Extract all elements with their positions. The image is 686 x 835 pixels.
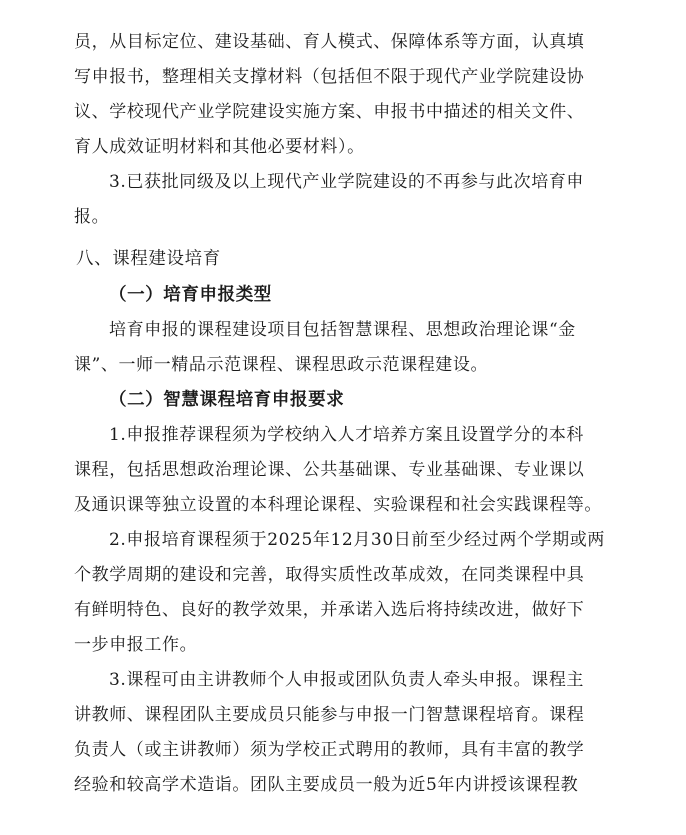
paragraph-line: 培育申报的课程建设项目包括智慧课程、思想政治理论课“金 [109, 320, 576, 340]
paragraph-line: 2.申报培育课程须于2025年12月30日前至少经过两个学期或两 [109, 530, 605, 550]
paragraph-line: 一步申报工作。 [74, 635, 198, 655]
paragraph-line: 课”、一师一精品示范课程、课程思政示范课程建设。 [74, 355, 489, 375]
paragraph-line: 1.申报推荐课程须为学校纳入人才培养方案且设置学分的本科 [109, 425, 585, 445]
paragraph-line: 3.课程可由主讲教师个人申报或团队负责人牵头申报。课程主 [109, 670, 585, 690]
paragraph-line: 员，从目标定位、建设基础、育人模式、保障体系等方面，认真填 [74, 32, 585, 52]
paragraph-line: 有鲜明特色、良好的教学效果，并承诺入选后将持续改进，做好下 [74, 600, 585, 620]
subsection-heading: （一）培育申报类型 [109, 285, 272, 305]
paragraph-line: 议、学校现代产业学院建设实施方案、申报书中描述的相关文件、 [74, 102, 585, 122]
paragraph-line: 报。 [74, 207, 110, 227]
section-heading: 八、课程建设培育 [76, 249, 221, 269]
paragraph-line: 个教学周期的建设和完善，取得实质性改革成效，在同类课程中具 [74, 565, 585, 585]
paragraph-line: 课程，包括思想政治理论课、公共基础课、专业基础课、专业课以 [74, 460, 585, 480]
paragraph-line: 育人成效证明材料和其他必要材料）。 [74, 137, 365, 157]
paragraph-line: 负责人（或主讲教师）须为学校正式聘用的教师，具有丰富的教学 [74, 740, 585, 760]
paragraph-line: 及通识课等独立设置的本科理论课程、实验课程和社会实践课程等。 [74, 495, 602, 515]
paragraph-line: 写申报书，整理相关支撑材料（包括但不限于现代产业学院建设协 [74, 67, 585, 87]
paragraph-line: 经验和较高学术造诣。团队主要成员一般为近5年内讲授该课程教 [74, 775, 579, 795]
paragraph-line: 3.已获批同级及以上现代产业学院建设的不再参与此次培育申 [109, 172, 585, 192]
paragraph-line: 讲教师、课程团队主要成员只能参与申报一门智慧课程培育。课程 [74, 705, 585, 725]
subsection-heading: （二）智慧课程培育申报要求 [109, 390, 345, 410]
